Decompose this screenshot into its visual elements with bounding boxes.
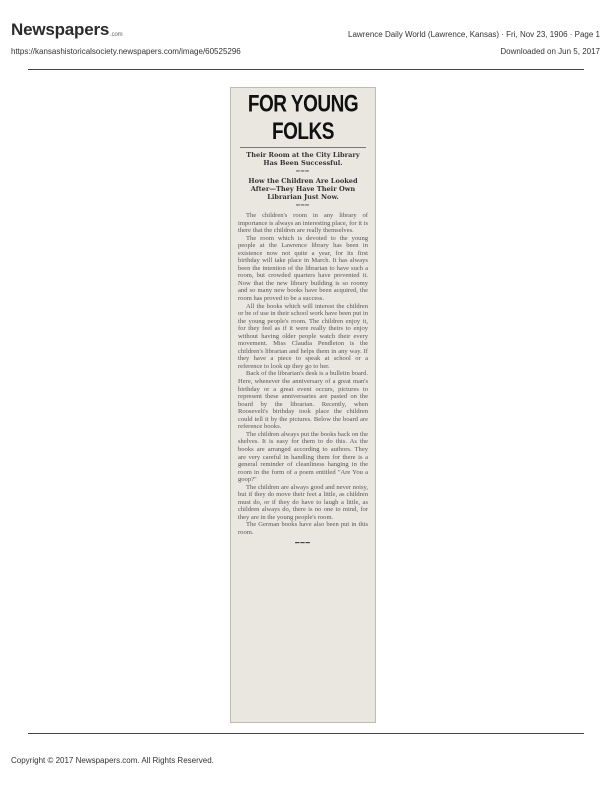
- article-paragraph: All the books which will interest the children or be of use in their school work have been put in the young people's room. The children enjoy it, for they feel as if it were really theirs to enjoy without having older people watch their every movement. Miss Claudia Pendleton is the children's librarian and helps them in any way. If they have a piece to speak at school or a reference to look up they go to her.: [238, 302, 368, 370]
- newspapers-logo[interactable]: [11, 20, 122, 40]
- bottom-divider: [28, 733, 584, 734]
- newspaper-clipping: [230, 87, 376, 723]
- article-paragraph: The children's room in any library of importance is always an interesting place, for it is there that the children are really themselves.: [238, 212, 368, 235]
- publication-info: Lawrence Daily World (Lawrence, Kansas) · Fri, Nov 23, 1906 · Page 1: [348, 30, 600, 39]
- headline-rule: [240, 147, 366, 148]
- article-paragraph: The German books have also been put in this room.: [238, 521, 368, 536]
- download-date: Downloaded on Jun 5, 2017: [500, 47, 600, 56]
- top-divider: [28, 69, 584, 70]
- logo-text: Newspapers: [11, 20, 110, 39]
- source-url[interactable]: https://kansashistoricalsociety.newspapers.com/image/60525296: [11, 47, 241, 56]
- deck-separator: ━━━: [296, 169, 310, 175]
- article-deck-1: Their Room at the City Library Has Been Successful.: [246, 151, 360, 167]
- article-headline: FOR YOUNG FOLKS: [247, 91, 359, 146]
- article-end-mark: ━━━: [295, 539, 311, 547]
- article-paragraph: The children are always good and never noisy, but if they do move their feet a little, as children must do, or if they do have to laugh a little, as children always do, there is no one to mind, for they are in the young people's room.: [238, 483, 368, 521]
- article-body: [238, 212, 368, 537]
- copyright-notice: Copyright © 2017 Newspapers.com. All Rights Reserved.: [11, 756, 214, 765]
- article-deck-2: How the Children Are Looked After—They Have Their Own Librarian Just Now.: [248, 177, 358, 201]
- logo-suffix: .com: [110, 32, 123, 38]
- article-paragraph: Back of the librarian's desk is a bulletin board. Here, whenever the anniversary of a great man's birthday or a great event occurs, pictures to represent these anniversaries are pasted on the board by the librarian. Recently, when Roosevelt's birthday took place the children could tell it by the pictures. Below the board are reference books.: [238, 370, 368, 431]
- article-paragraph: The room which is devoted to the young people at the Lawrence library has been in existence now not quite a year, for its first birthday will take place in March. It has always been the intention of the librarian to have such a room, but crowded quarters have prevented it. Now that the new library building is so roomy and so many new books have been acquired, the room has proved to be a success.: [238, 234, 368, 303]
- deck-separator: ━━━: [296, 203, 310, 209]
- article-paragraph: The children always put the books back on the shelves. It is easy for them to do this. As the books are arranged according to authors. They are very careful in handling them for there is a general reminder of cleanliness hanging in the room in the form of a poem entitled "Are You a goop?": [238, 430, 368, 484]
